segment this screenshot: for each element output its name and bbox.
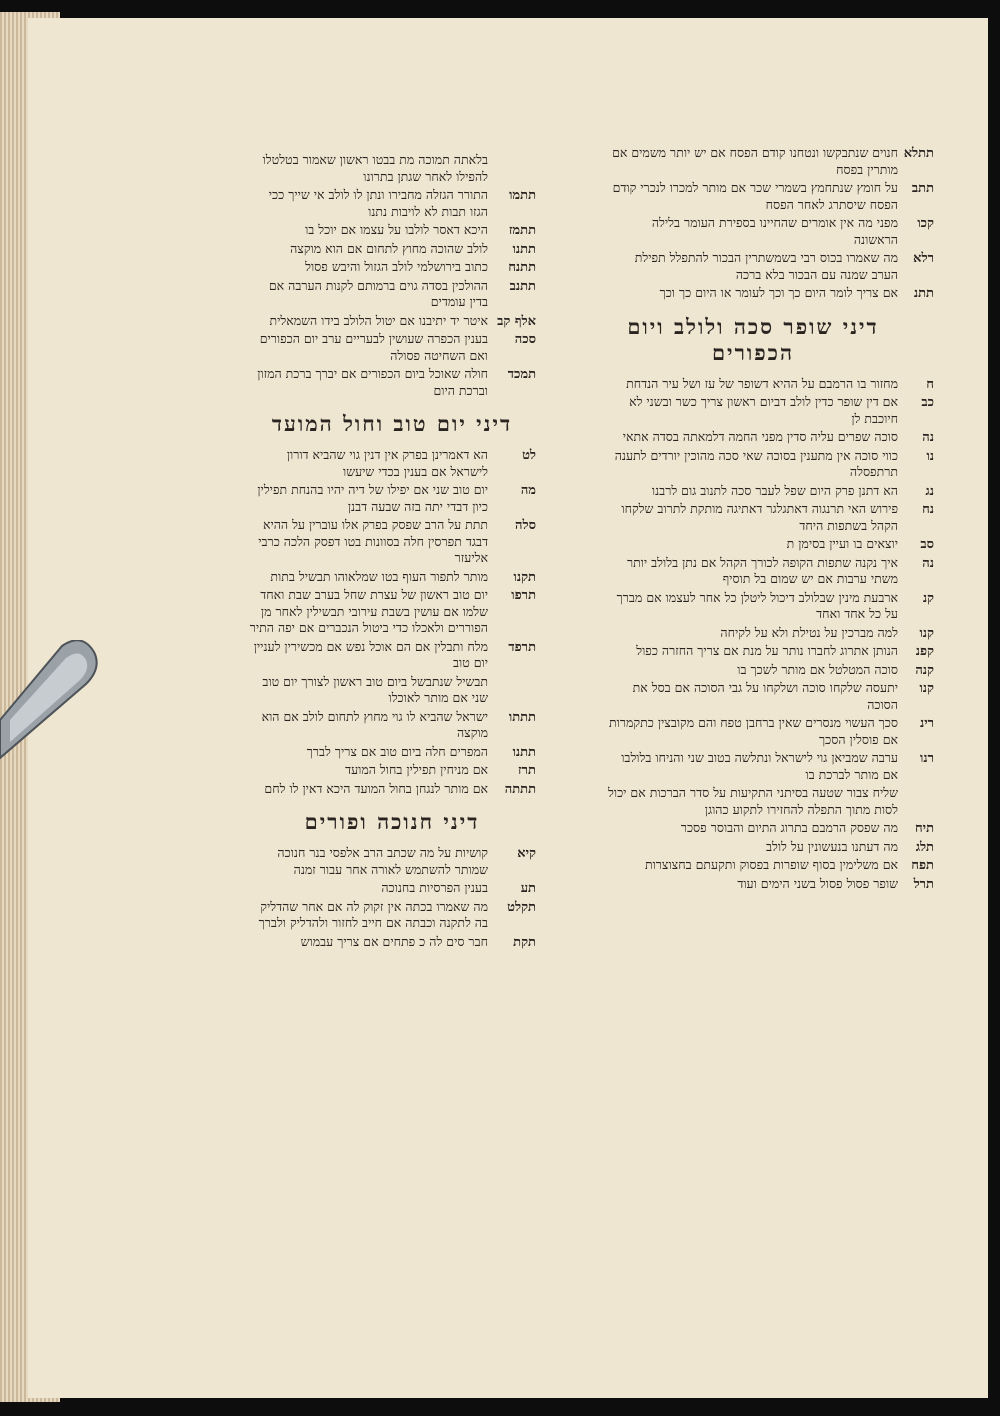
entry-text: שופר פסול פסול בשני הימים ועוד	[737, 875, 898, 891]
left-section2-entry	[248, 880, 536, 897]
left-entry	[248, 241, 536, 258]
section-title-shofar: דיני שופר סכה ולולב ויום הכפורים	[627, 313, 879, 365]
right-entry	[608, 180, 934, 213]
entry-text: מחזור בו הרמבם על ההיא דשופר של עז ושל עיר הנדחת	[626, 375, 898, 391]
right-entry	[608, 285, 934, 302]
right-section-entry	[608, 394, 934, 427]
entry-number: תמכד	[507, 367, 536, 382]
entry-text: ערבה שמביאן גוי לישראל ונתלשה בטוב שני והניחו בלולבו אם מותר לברכת בו	[621, 750, 898, 782]
entry-text: מלח ותבלין אם הם אוכל נפש אם מכשירין לעניין יום טוב	[253, 638, 488, 670]
page-clip	[0, 640, 110, 760]
entry-text: חנוים שנתבקשו ונטחנו קודם הפסח אם יש יותר משמים אם מותרין בפסח	[612, 145, 898, 177]
entry-number: קנו	[919, 625, 934, 641]
entry-number: תתתה	[504, 781, 536, 797]
entry-text: יוצאים בו ועיין בסימן ת	[786, 536, 898, 551]
right-section-entry	[608, 536, 934, 553]
entry-number: תרל	[913, 876, 934, 892]
entry-number: תתנו	[512, 744, 536, 760]
entry-text: הא דאמרינן בפרק אין דנין גוי שהביא דורון לישראל אם בענין בכדי שיעשו	[286, 447, 488, 479]
entry-number: סלה	[515, 518, 536, 533]
left-section1-entry	[248, 482, 536, 515]
entry-text: שליח צבור שטעה בסיתני התקיעות על סדר הברכות אם יכול לסות מתוך התפלה להחזירו לתקוע כהוגן	[608, 785, 898, 817]
entry-number: אלף קב	[497, 313, 536, 329]
entry-text: חבר סים לה כ פתחים אם צריך עבמוש	[300, 933, 488, 949]
left-entry	[248, 313, 536, 330]
right-section-entry	[608, 750, 934, 783]
entry-number: רנו	[920, 751, 934, 766]
entry-text: למה מברכין על נטילת ולא על לקיחה	[720, 624, 898, 640]
entry-text: יום טוב שני אם יפילו של דיה יהיו בהנחת תפילין כיון דבדי יתה בזה שבעה דבנן	[257, 482, 488, 514]
right-section-entry	[608, 447, 934, 481]
left-section1-entry	[248, 587, 536, 637]
entry-number: כב	[921, 395, 934, 410]
entry-text: בלאתה תמוכה מת בבטו ראשון שאמור בטלטלו להפילו לאחר שגתן בתרונו	[262, 152, 488, 184]
entry-text: בענין הפרסיות בחנוכה	[381, 880, 488, 895]
left-section1-entry	[248, 639, 536, 672]
entry-text: התורר הגזלה מחבירו ונתן לו לולב אי שייך ככי הגזו תבות לא לויבות נתנו	[268, 187, 488, 219]
entry-number: תתנח	[508, 260, 536, 275]
entry-text: יום טוב ראשון של עצרת שחל בערב שבת ואחד שלמו אם עושין בשבת עירובי תבשילין לאחר מן הפוררים ולאכלו כדי ביטול הנכברים אם יפה התיר	[249, 587, 488, 635]
entry-number: תתמז	[508, 223, 536, 238]
entry-number: תתנו	[512, 241, 536, 257]
right-entry	[608, 250, 934, 283]
entry-number: תרפד	[508, 639, 536, 655]
entry-text: בענין הכפרה שעושין לבעריים ערב יום הכפורים ואם השחיטה פסולה	[259, 331, 488, 363]
entry-text: יתעסה שלקחו סוכה ושלקחו על גבי הסוכה אם בסל את הסוכה	[632, 680, 898, 712]
entry-number: לט	[522, 448, 536, 463]
entry-text: היכא דאסר לולבו על עצמו אם יוכל בו	[305, 222, 488, 237]
right-section-entry	[608, 482, 934, 500]
entry-number: קנה	[915, 662, 934, 678]
right-section-entry	[608, 554, 934, 588]
left-entry	[248, 331, 536, 364]
right-section-entry	[608, 680, 934, 713]
left-column	[248, 152, 536, 952]
entry-text: מה שפסק הרמבם בתרוג התיום והבוסר פסכר	[680, 820, 898, 835]
right-entry	[608, 215, 934, 248]
left-entry	[248, 259, 536, 276]
entry-text: מה שאמרו בכוס רבי בשמשתרין הבכור להתפלל תפילת הערב שמנה עם הבכור בלא ברכה	[634, 250, 898, 282]
entry-text: כווי סוכה אין מתענין בסוכה שאי סכה מהוכין יורדים לתענה תרתפסלה	[614, 447, 898, 479]
entry-number: תתתו	[508, 709, 536, 725]
entry-number: סב	[920, 537, 934, 552]
left-section2-entry	[248, 845, 536, 878]
entry-text: אם מניחין תפילין בחול המועד	[345, 762, 488, 777]
entry-text: פירוש האי תרנגוה דאתגלגר דאתיגה מותקת לתרוב שלקחו הקהל בשתפות היחד	[621, 501, 898, 533]
section-title-chanukah: דיני חנוכה ופורים	[304, 809, 480, 834]
entry-number: קנ	[922, 590, 934, 606]
entry-text: על חומץ שנתחמץ בשמרי שכר אם מותר למכרו לנכרי קודם הפסח שיסתרג לאחר הפסח	[612, 180, 898, 212]
entry-number: תתנב	[509, 278, 536, 294]
left-section1-entry	[248, 781, 536, 798]
entry-text: ההולכין בסדה גוים ברמותם לקנות הערבה אם בדין עומדים	[268, 277, 488, 309]
entry-text: תבשיל שנתבשל ביום טוב ראשון לצורך יום טוב שני אם מותר לאוכלו	[262, 673, 488, 705]
right-section-entry	[608, 624, 934, 642]
entry-text: איך נקנה שתפות הקופה לכורך הקהל אם נתן בלולב יותר משתי ערבות אם יש שמום בל תוסיף	[626, 554, 898, 586]
left-section1-entry	[248, 709, 536, 742]
right-section-entry	[608, 643, 934, 660]
entry-number: תקת	[513, 934, 536, 950]
entry-number: נו	[926, 448, 934, 464]
left-entry	[248, 366, 536, 399]
left-section2-entry	[248, 934, 536, 951]
entry-number: תיח	[914, 821, 934, 836]
entry-text: אם מותר לנגחן בחול המועד היכא דאין לו לחם	[264, 780, 488, 796]
entry-text: חולה שאוכל ביום הכפורים אם יברך ברכת המזון וברכת היום	[257, 366, 488, 398]
entry-number: קנו	[919, 681, 934, 696]
entry-number: ח	[926, 376, 934, 392]
left-section1-entry	[248, 447, 536, 480]
right-section-entry	[608, 875, 934, 893]
left-entry	[248, 222, 536, 239]
entry-text: אם צריך לומר היום כך וכך לעומר או היום כך וכך	[659, 285, 898, 300]
entry-number: תתלא	[903, 146, 934, 161]
right-section-entry	[608, 375, 934, 393]
entry-text: הנותן אתרוג לחברו נותר על מנת אם צריך החזרה כפול	[636, 643, 898, 658]
entry-text: מותר לתפור העוף בטו שמלאוהו תבשיל בתות	[270, 568, 488, 584]
entry-number: נה	[922, 430, 934, 445]
entry-number: סכה	[514, 332, 536, 347]
entry-number: תקלט	[507, 899, 536, 915]
entry-text: כתוב בירושלמי לולב הגזול והיבש פסול	[305, 259, 488, 274]
right-section-entry	[608, 429, 934, 446]
left-section2-entry	[248, 899, 536, 932]
entry-number: נח	[922, 502, 934, 517]
left-entry	[248, 152, 536, 185]
entry-number: קכו	[917, 216, 934, 231]
left-section1-entry	[248, 762, 536, 779]
entry-number: תפח	[911, 858, 934, 873]
entry-number: רלא	[913, 251, 934, 266]
entry-number: רינ	[919, 716, 934, 731]
right-entry	[608, 145, 934, 178]
entry-number: נג	[925, 483, 934, 499]
entry-text: סוכה שפרים עליה סדין מפני החמה דלמאתה בסדה אתאי	[622, 429, 898, 444]
entry-text: ארבעת מינין שבלולב דיכול ליטלן כל אחר לעצמו אם מברך על כל אחד ואחד	[616, 589, 898, 621]
right-section-entry	[608, 857, 934, 874]
entry-number: קיא	[517, 846, 536, 861]
entry-number: מה	[520, 483, 536, 498]
right-section-entry	[608, 838, 934, 856]
entry-number: קפנ	[915, 644, 934, 659]
entry-number: תע	[520, 881, 536, 896]
entry-number: תתמו	[509, 188, 536, 203]
entry-text: אם משלימין בסוף שופרות בפסוק ותקעתם בחצוצרות	[644, 857, 898, 872]
left-entry	[248, 278, 536, 311]
entry-number: תרז	[518, 763, 536, 778]
entry-text: ישראל שהביא לו גוי מחוץ לתחום לולב אם הוא מוקצה	[261, 708, 488, 740]
right-section-entry	[608, 715, 934, 748]
left-entry	[248, 187, 536, 220]
right-section-entry	[608, 589, 934, 623]
entry-text: מה דעתנו בנעשונין על לולב	[765, 838, 898, 854]
entry-text: סכך העשוי מנסרים שאין ברחבן טפח והם מקובצין כתקמרות אם פוסלין הסכך	[609, 715, 898, 747]
entry-number: תרפו	[511, 588, 536, 603]
entry-text: מפני מה אין אומרים שהחיינו בספירת העומר בלילה הראשונה	[651, 215, 898, 247]
entry-text: סוכה המטלטל אם מותר לשכך בו	[737, 661, 898, 677]
right-section-entry	[608, 501, 934, 534]
entry-text: לולב שהוכה מחוץ לתחום אם הוא מוקצה	[290, 240, 488, 256]
section-title-yomtov: דיני יום טוב וחול המועד	[271, 411, 513, 436]
entry-number: תלג	[915, 839, 934, 855]
right-column	[608, 145, 934, 894]
right-section-entry	[608, 820, 934, 837]
entry-text: אם דין שופר כדין לולב דביום ראשון צריך כשר ובשני לא חיוכבת לן	[629, 394, 898, 426]
left-section1-entry	[248, 517, 536, 567]
right-section-entry	[608, 785, 898, 818]
entry-text: המפרים חלה ביום טוב אם צריך לברך	[306, 743, 488, 759]
left-section1-entry	[248, 569, 536, 586]
entry-text: מה שאמרו בכתה אין זקוק לה אם אחר שהדליק בה לתקנה וכבתה אם חייב לחזור ולהדליק ולברך	[258, 898, 488, 930]
entry-number: תקנו	[513, 569, 536, 585]
left-section1-entry	[248, 674, 536, 707]
left-section1-entry	[248, 744, 536, 761]
right-section-entry	[608, 661, 934, 679]
entry-text: קושיות על מה שכתב הרב אלפסי בנר חנוכה שמותר להשתמש לאורה אחר עבור זמנה	[277, 845, 488, 877]
entry-number: תתב	[911, 181, 934, 196]
entry-text: תתת על הרב שפסק בפרק אלו עוברין על ההיא דבגד תפרסין חלה בסוונות בטו דפסק הלכה כרבי אליעזר	[258, 517, 488, 565]
entry-text: הא דתנן פרק היום שפל לעבר סכה לתנוב גום לרבנו	[651, 482, 898, 498]
entry-number: תתנ	[913, 286, 934, 301]
entry-number: נה	[922, 555, 934, 571]
entry-text: איטר יד יתיבנו אם יטול הלולב בידו השמאלית	[269, 312, 488, 328]
